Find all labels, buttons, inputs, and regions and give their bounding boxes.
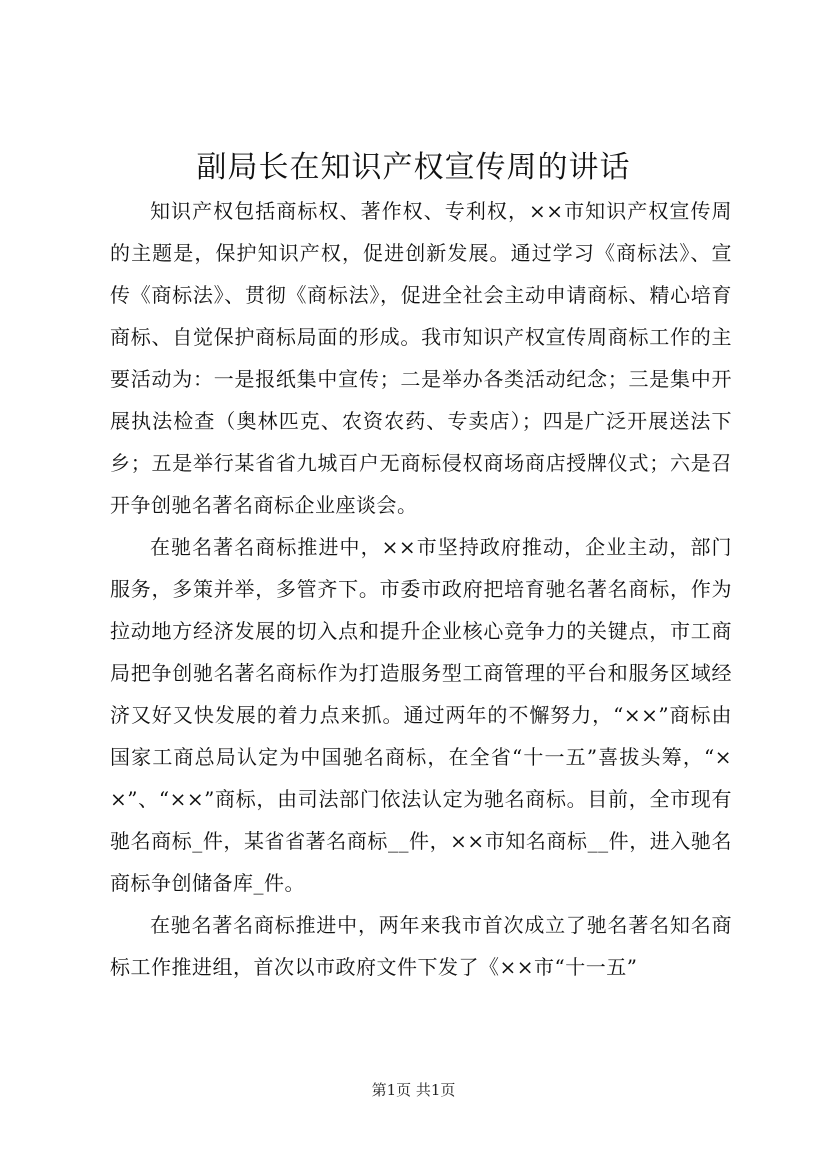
paragraph: 在驰名著名商标推进中，××市坚持政府推动，企业主动，部门服务，多策并举，多管齐下。市委市政府把培育驰名著名商标，作为拉动地方经济发展的切入点和提升企业核心竞争力的关键点，市工商局把争创驰名著名商标作为打造服务型工商管理的平台和服务区域经济又好又快发展的着力点来抓。通过两年的不懈努力，“××”商标由国家工商总局认定为中国驰名商标，在全省“十一五”喜拔头筹，“××”、“××”商标，由司法部门依法认定为驰名商标。目前，全市现有驰名商标_件，某省省著名商标__件，××市知名商标__件，进入驰名商标争创储备库_件。 [110,535,732,895]
page-number-footer: 第1页 共1页 [371,1081,456,1099]
paragraph: 知识产权包括商标权、著作权、专利权，××市知识产权宣传周的主题是，保护知识产权，促进创新发展。通过学习《商标法》、宣传《商标法》、贯彻《商标法》，促进全社会主动申请商标、精心培育商标、自觉保护商标局面的形成。我市知识产权宣传周商标工作的主要活动为：一是报纸集中宣传；二是举办各类活动纪念；三是集中开展执法检查（奥林匹克、农资农药、专卖店）；四是广泛开展送法下乡；五是举行某省省九城百户无商标侵权商场商店授牌仪式；六是召开争创驰名著名商标企业座谈会。 [110,199,732,517]
paragraph: 在驰名著名商标推进中，两年来我市首次成立了驰名著名知名商标工作推进组，首次以市政府文件下发了《××市“十一五” [110,913,732,979]
document-body [110,190,732,988]
document-title: 副局长在知识产权宣传周的讲话 [196,150,631,185]
